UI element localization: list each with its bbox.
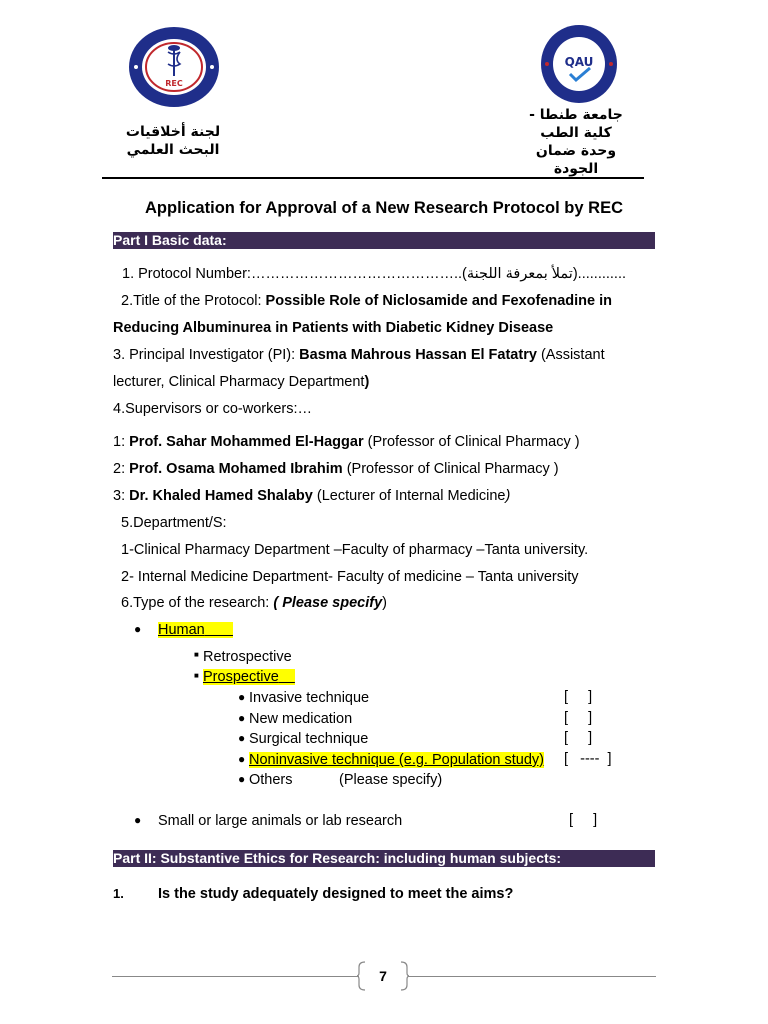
department-item: 2- Internal Medicine Department- Faculty of medicine – Tanta university — [121, 569, 579, 585]
research-type-specify: ( Please specify — [273, 595, 383, 611]
supervisor-row — [113, 487, 510, 505]
technique-checkbox[interactable]: [ ] — [564, 689, 593, 705]
protocol-title-continued — [113, 319, 553, 337]
square-bullet-icon: ■ — [194, 671, 199, 680]
qau-logo — [540, 24, 618, 104]
technique-item-others: Others — [249, 772, 293, 788]
protocol-title-part-1: Possible Role of Niclosamide and Fexofenadine in — [265, 293, 613, 309]
supervisor-row — [113, 460, 559, 478]
supervisor-role-close: ) — [505, 488, 511, 504]
rec-name-line-2: البحث العلمي — [126, 142, 220, 158]
protocol-number-line: 1. Protocol Number:……………………………………..(تملأ بمعرفة اللجنة)............ — [122, 266, 627, 282]
retrospective-option: Retrospective — [203, 649, 292, 665]
qau-unit-name — [516, 106, 636, 178]
bullet-icon: ● — [134, 622, 142, 636]
technique-checkbox-selected[interactable]: [ ---- ] — [564, 751, 612, 767]
supervisor-role: (Professor of Clinical Pharmacy ) — [367, 434, 580, 450]
technique-item: Surgical technique — [249, 731, 369, 747]
technique-item-selected — [249, 751, 544, 769]
part2-heading: Part II: Substantive Ethics for Research: including human subjects: — [113, 850, 655, 867]
department-item: 1-Clinical Pharmacy Department –Faculty of pharmacy –Tanta university. — [121, 542, 589, 558]
qau-name-line-4: الجودة — [553, 161, 599, 177]
department-label: 5.Department/S: — [121, 515, 227, 531]
qau-name-line-1: جامعة طنطا - — [529, 107, 623, 123]
rec-logo-text: REC — [165, 79, 183, 88]
technique-checkbox[interactable]: [ ] — [564, 730, 593, 746]
animals-option: Small or large animals or lab research — [158, 813, 403, 829]
rec-name-line-1: لجنة أخلاقيات — [125, 124, 221, 140]
square-bullet-icon: ■ — [194, 650, 199, 659]
pi-role-start: (Assistant — [540, 347, 605, 363]
supervisor-number: 1: — [113, 434, 126, 450]
supervisor-row — [113, 433, 580, 451]
pi-role-line — [113, 373, 369, 391]
bullet-icon: ● — [238, 690, 246, 704]
bullet-icon: ● — [238, 752, 246, 766]
research-type-label: 6.Type of the research: — [121, 595, 270, 611]
page-number: 7 — [379, 968, 387, 984]
supervisor-role: (Lecturer of Internal Medicine — [316, 488, 506, 504]
bullet-icon: ● — [238, 772, 246, 786]
header-divider — [102, 177, 644, 179]
principal-investigator-line — [113, 346, 605, 364]
question-number: 1. — [113, 886, 124, 901]
others-specify-note: (Please specify) — [339, 772, 443, 788]
prospective-underline-pad — [279, 669, 295, 685]
qau-name-line-2: كلية الطب — [540, 125, 612, 141]
bullet-icon: ● — [134, 813, 142, 827]
supervisor-name: Prof. Sahar Mohammed El-Haggar — [129, 434, 364, 450]
supervisor-name: Dr. Khaled Hamed Shalaby — [129, 488, 313, 504]
human-underline-pad — [205, 622, 233, 638]
protocol-title-line — [121, 292, 612, 310]
document-title: Application for Approval of a New Research Protocol by REC — [145, 199, 623, 217]
qau-name-line-3: وحدة ضمان — [535, 143, 617, 159]
supervisors-label: 4.Supervisors or co-workers:… — [113, 401, 313, 417]
bullet-icon: ● — [238, 731, 246, 745]
supervisor-number: 3: — [113, 488, 126, 504]
technique-item: Invasive technique — [249, 690, 370, 706]
human-option — [158, 621, 233, 639]
prospective-option — [203, 668, 295, 686]
pi-name: Basma Mahrous Hassan El Fatatry — [299, 347, 537, 363]
technique-checkbox[interactable]: [ ] — [564, 710, 593, 726]
footer-rule-right — [408, 976, 656, 977]
animals-checkbox[interactable]: [ ] — [569, 812, 598, 828]
protocol-title-label: 2.Title of the Protocol: — [121, 293, 262, 309]
rec-committee-name — [108, 123, 238, 159]
noninvasive-label: Noninvasive technique (e.g. Population study) — [249, 752, 545, 768]
bullet-icon: ● — [238, 711, 246, 725]
supervisor-name: Prof. Osama Mohamed Ibrahim — [129, 461, 343, 477]
supervisor-number: 2: — [113, 461, 126, 477]
rec-logo — [128, 26, 220, 108]
technique-item: New medication — [249, 711, 353, 727]
pi-role-close: ) — [364, 374, 370, 390]
question-text: Is the study adequately designed to meet the aims? — [158, 886, 514, 902]
supervisor-role: (Professor of Clinical Pharmacy ) — [346, 461, 559, 477]
research-type-line — [121, 594, 387, 612]
part1-heading: Part I Basic data: — [113, 232, 655, 249]
research-type-close: ) — [382, 595, 388, 611]
protocol-title-part-2: Reducing Albuminurea in Patients with Diabetic Kidney Disease — [113, 320, 554, 336]
prospective-label: Prospective — [203, 669, 279, 685]
pi-label: 3. Principal Investigator (PI): — [113, 347, 296, 363]
footer-rule-left — [112, 976, 359, 977]
pi-role: lecturer, Clinical Pharmacy Department — [113, 374, 365, 390]
qau-logo-text: QAU — [564, 55, 594, 69]
human-label: Human — [158, 622, 205, 638]
